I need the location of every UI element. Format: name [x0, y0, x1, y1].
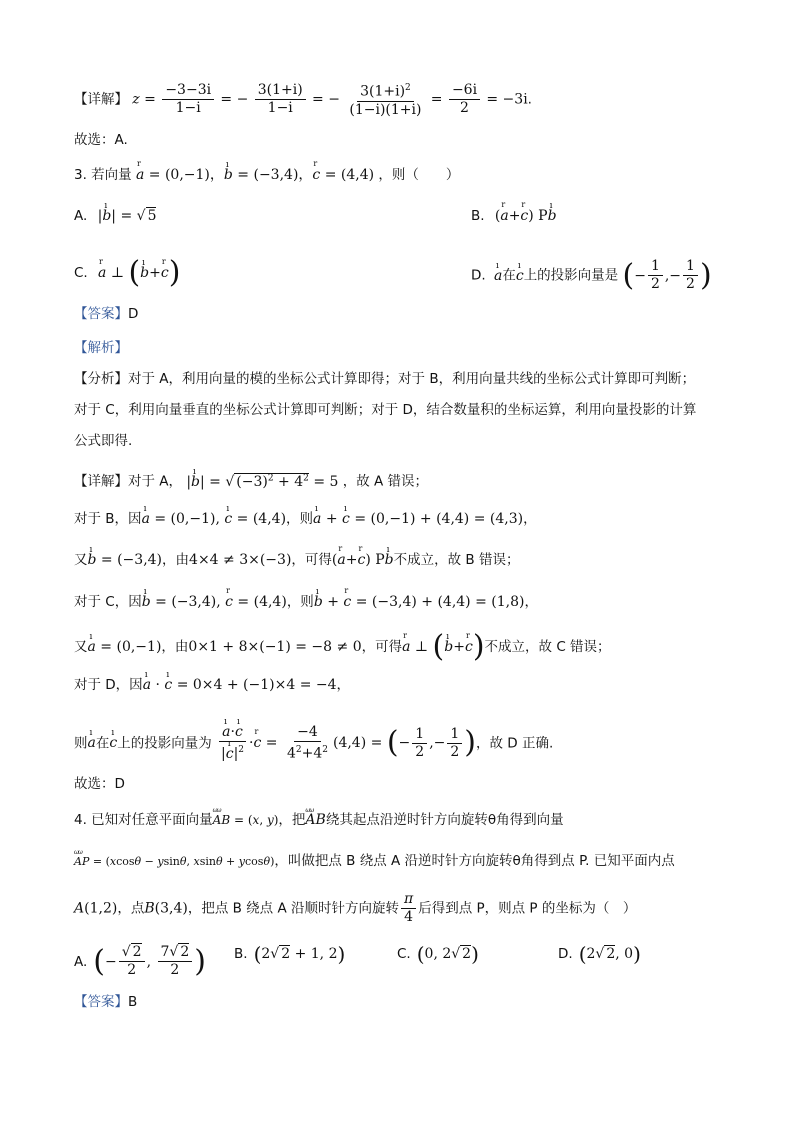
q4-option-b: B. (2√ 2 + 1, 2): [234, 942, 346, 966]
question-4-line-3: A(1,2)，点B(3,4)，把点 B 绕点 A 沿顺时针方向旋转 $\frac{\pi}{4}$ 后得到点 P，则点 P 的坐标为（ ）: [74, 891, 637, 925]
q3-detail-b1: 对于 B，因ı a = (0,−1), ı c = (4,4)，则ı a + ı c = (0,−1) + (4,4) = (4,3)，: [74, 509, 537, 529]
q4-option-d: D. (2√ 2, 0): [558, 942, 641, 966]
q3-option-d: D. ı a在ı c上的投影向量是 (− $\frac{1}{2}$ ,− $\frac{1}{2}$ ): [471, 258, 712, 293]
q3-option-b: B. (r a+r c) Pı b: [471, 206, 557, 226]
q3-detail-b2: 又ı b = (−3,4)，由4×4 ≠ 3×(−3)，可得(r a+r c) Pı b不成立，故 B 错误；: [74, 550, 519, 570]
q3-analysis-line-2: 对于 C，利用向量垂直的坐标公式计算即可判断；对于 D，结合数量积的坐标运算，利用向量投影的计算: [74, 402, 697, 418]
detail-tag: 【详解】: [74, 91, 128, 108]
choose-a-line: 故选：A.: [74, 132, 128, 148]
q3-detail-d1: 对于 D，因ı a · ı c = 0×4 + (−1)×4 = −4，: [74, 675, 350, 695]
q4-option-a: A. (− $\frac{√ 2}{2}$ , $\frac{7√ 2}{2}$ ): [74, 943, 206, 979]
q3-option-a: A. |ı b| = √ 5 B. (r a+r c) Pı b: [74, 206, 156, 226]
q3-analysis-line-1: 【分析】对于 A，利用向量的模的坐标公式计算即得；对于 B，利用向量共线的坐标公式计算即可判断；: [74, 371, 696, 387]
q3-analysis-line-3: 公式即得.: [74, 433, 133, 449]
question-4-line-1: 4. 已知对任意平面向量ωω AB = (x, y)，把ωω AB绕其起点沿逆时针方向旋转θ角得到向量: [74, 810, 564, 830]
q3-detail-c2: 又ı a = (0,−1)，由0×1 + 8×(−1) = −8 ≠ 0，可得r a ⊥ (ı b+r c)不成立，故 C 错误；: [74, 632, 611, 662]
q4-option-c: C. (0, 2√ 2): [397, 942, 479, 966]
question-3-stem: 3. 若向量 r a = (0,−1)，ı b = (−3,4)，r c = (4,4) ，则（ ）: [74, 165, 459, 185]
q3-option-c: C. r a ⊥ (ı b+r c) D. ı a在ı c上的投影向量是 (− $\frac{1}{2}$ ,− $\frac{1}{2}$ ): [74, 258, 180, 288]
q3-detail-c1: 对于 C，因ı b = (−3,4), r c = (4,4)，则ı b + r c = (−3,4) + (4,4) = (1,8)，: [74, 592, 538, 612]
q3-answer: 【答案】D: [74, 306, 139, 322]
question-4-line-2: ωω AP = (xcosθ − ysinθ, xsinθ + ycosθ)，叫做把点 B 绕点 A 沿逆时针方向旋转θ角得到点 P. 已知平面内点: [74, 851, 675, 872]
choose-d-line: 故选：D: [74, 776, 125, 792]
q3-detail-d2: 则ı a在ı c上的投影向量为 ı $\frac{\text{a·ı c}}{|ı c|^2}$ ·r c = $\frac{-4}{4^2+4^2}$ (4,4) = (− $\frac{1}{2}$ ,− $\frac{1}{2}$ )，故 D 正确.: [74, 724, 553, 763]
q3-detail-a: 【详解】对于 A， |ı b| = √ $(-3)^2 + 4^2 = 5$ ，故 A 错误；: [74, 468, 428, 492]
q4-options: [74, 942, 641, 979]
q4-answer: 【答案】B: [74, 994, 138, 1010]
q3-analysis-tag: 【解析】: [74, 340, 128, 356]
explanation-z-line: 【详解】 z = $\frac{-3-3i}{1-i}$ = − $\frac{3(1+i)}{1-i}$ = − $\frac{3(1+i)^2}{(1-i)(1+i)}$ = $\frac{-6i}{2}$ = −3i.: [74, 81, 532, 118]
